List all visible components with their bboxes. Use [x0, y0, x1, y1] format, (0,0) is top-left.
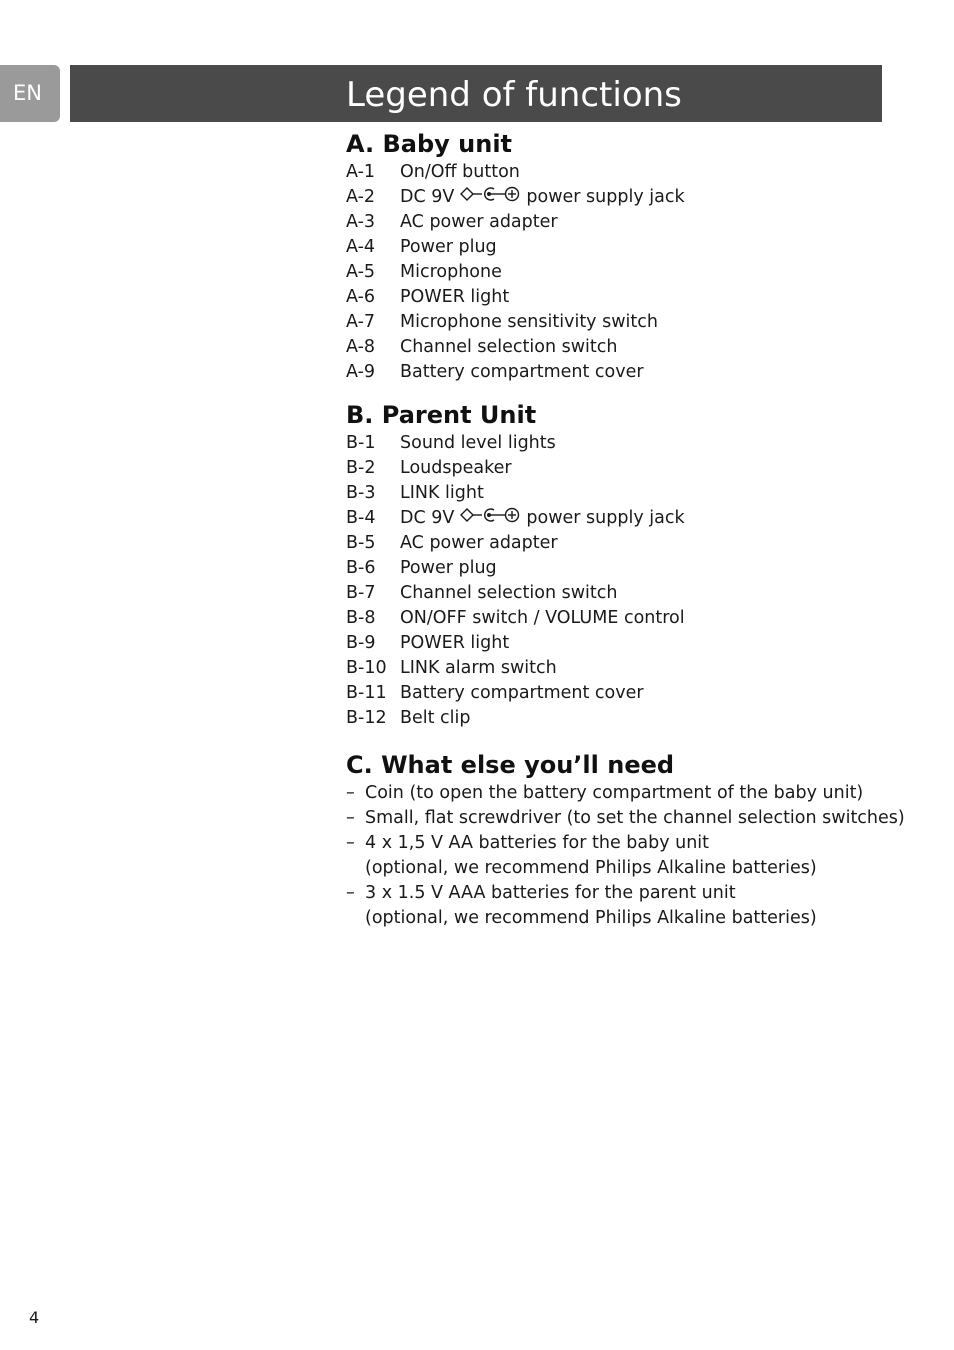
section-baby-unit — [346, 128, 886, 385]
section-heading: C. What else you’ll need — [346, 751, 675, 779]
item-code: A-2 — [346, 187, 376, 207]
legend-item — [346, 235, 886, 260]
legend-item — [346, 210, 886, 235]
item-text: Sound level lights — [400, 433, 556, 453]
legend-item — [346, 556, 886, 581]
page-number: 4 — [29, 1308, 40, 1327]
bullet-item — [346, 831, 886, 881]
item-code: A-5 — [346, 262, 376, 282]
legend-item — [346, 606, 886, 631]
item-text-post: power supply jack — [526, 508, 685, 528]
item-text: Microphone sensitivity switch — [400, 312, 658, 332]
item-code: A-9 — [346, 362, 376, 382]
item-text: On/Off button — [400, 162, 520, 182]
item-text-pre: DC 9V — [400, 508, 455, 528]
item-code: B-7 — [346, 583, 376, 603]
item-code: B-11 — [346, 683, 387, 703]
bullet-text-continued: (optional, we recommend Philips Alkaline batteries) — [365, 908, 817, 928]
item-code: A-6 — [346, 287, 376, 307]
item-code: A-1 — [346, 162, 376, 182]
bullet-item — [346, 881, 886, 931]
legend-item — [346, 481, 886, 506]
item-code: B-9 — [346, 633, 376, 653]
item-text: Microphone — [400, 262, 502, 282]
bullet-item — [346, 781, 886, 806]
legend-item — [346, 706, 886, 731]
legend-item — [346, 260, 886, 285]
legend-item — [346, 456, 886, 481]
bullet-text: 3 x 1.5 V AAA batteries for the parent unit — [365, 883, 736, 903]
item-text: Battery compartment cover — [400, 683, 644, 703]
bullet-text: Small, flat screwdriver (to set the channel selection switches) — [365, 808, 905, 828]
item-code: B-5 — [346, 533, 376, 553]
legend-item — [346, 656, 886, 681]
item-code: B-1 — [346, 433, 376, 453]
legend-item — [346, 681, 886, 706]
item-text: Channel selection switch — [400, 337, 618, 357]
legend-item — [346, 360, 886, 385]
item-code: B-12 — [346, 708, 387, 728]
item-code: A-3 — [346, 212, 376, 232]
section-heading: A. Baby unit — [346, 130, 513, 158]
section-what-else — [346, 749, 905, 931]
item-text: Channel selection switch — [400, 583, 618, 603]
legend-item — [346, 506, 886, 531]
section-parent-unit — [346, 399, 886, 731]
bullet-text: 4 x 1,5 V AA batteries for the baby unit — [365, 833, 710, 853]
page-title: Legend of functions — [346, 75, 682, 115]
item-code: A-8 — [346, 337, 376, 357]
item-text: Battery compartment cover — [400, 362, 644, 382]
bullet-text-continued: (optional, we recommend Philips Alkaline batteries) — [365, 858, 817, 878]
item-text-pre: DC 9V — [400, 187, 455, 207]
item-text: Power plug — [400, 237, 497, 257]
item-code: B-2 — [346, 458, 376, 478]
legend-list-a — [346, 160, 886, 385]
legend-item — [346, 185, 886, 210]
legend-item — [346, 531, 886, 556]
dash-bullet: – — [346, 783, 355, 803]
legend-item — [346, 285, 886, 310]
item-code: B-8 — [346, 608, 376, 628]
item-code: B-4 — [346, 508, 376, 528]
legend-list-b — [346, 431, 886, 731]
item-text: POWER light — [400, 287, 510, 307]
dash-bullet: – — [346, 808, 355, 828]
item-text: AC power adapter — [400, 212, 558, 232]
section-heading: B. Parent Unit — [346, 401, 537, 429]
item-code: B-3 — [346, 483, 376, 503]
bullet-text: Coin (to open the battery compartment of the baby unit) — [365, 783, 864, 803]
legend-item — [346, 160, 886, 185]
dc-polarity-icon — [460, 506, 520, 531]
item-text: ON/OFF switch / VOLUME control — [400, 608, 685, 628]
item-code: A-7 — [346, 312, 376, 332]
item-text: LINK alarm switch — [400, 658, 557, 678]
legend-item — [346, 310, 886, 335]
legend-item — [346, 335, 886, 360]
item-text-post: power supply jack — [526, 187, 685, 207]
language-tab: EN — [0, 65, 60, 122]
item-code: B-6 — [346, 558, 376, 578]
dash-bullet: – — [346, 833, 355, 853]
item-text: LINK light — [400, 483, 484, 503]
bullet-item — [346, 806, 905, 831]
dc-polarity-icon — [460, 185, 520, 210]
item-text: Loudspeaker — [400, 458, 512, 478]
item-code: B-10 — [346, 658, 387, 678]
dash-bullet: – — [346, 883, 355, 903]
content — [346, 128, 905, 931]
item-text: POWER light — [400, 633, 510, 653]
item-text: AC power adapter — [400, 533, 558, 553]
item-text: Power plug — [400, 558, 497, 578]
legend-item — [346, 431, 886, 456]
item-text: Belt clip — [400, 708, 471, 728]
title-bar — [70, 65, 882, 122]
legend-item — [346, 631, 886, 656]
legend-item — [346, 581, 886, 606]
item-code: A-4 — [346, 237, 376, 257]
